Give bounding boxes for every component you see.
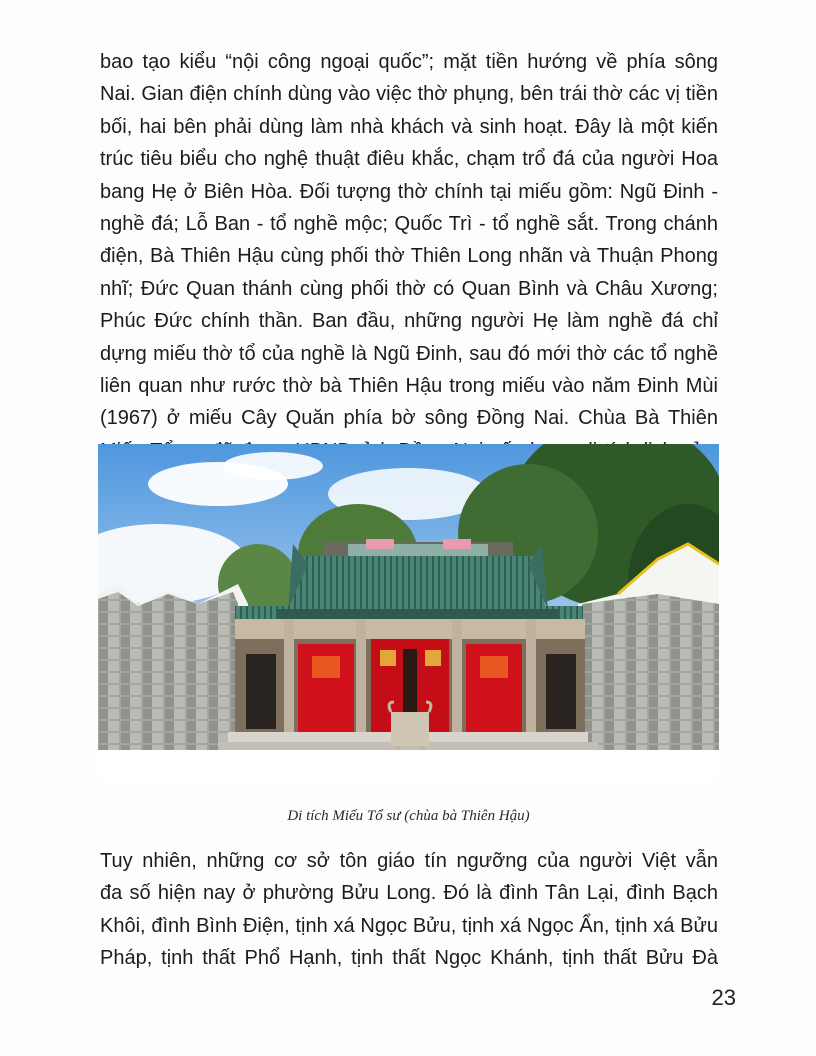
- temple-photo: [98, 444, 719, 782]
- text-line: bao tạo kiểu “nội công ngoại quốc”; mặt tiền hướng về phía sông: [100, 51, 718, 73]
- text-line: liên quan như rước thờ bà Thiên Hậu trong miếu vào năm Đinh Mùi: [100, 374, 718, 397]
- photo-caption: Di tích Miếu Tổ sư (chùa bà Thiên Hậu): [287, 808, 530, 824]
- text-line: dựng miếu thờ tổ của nghề là Ngũ Đinh, sau đó mới thờ các tổ nghề: [100, 342, 718, 365]
- text-line: bối, hai bên phải dùng làm nhà khách và sinh hoạt. Đây là một kiến: [100, 115, 718, 138]
- text-line: Pháp, tịnh thất Phổ Hạnh, tịnh thất Ngọc Khánh, tịnh thất Bửu Đà: [100, 947, 718, 970]
- text-line: (1967) ở miếu Cây Quăn phía bờ sông Đồng Nai. Chùa Bà Thiên: [100, 407, 718, 430]
- text-line: trúc tiêu biểu cho nghệ thuật điêu khắc, chạm trổ đá của người Hoa: [100, 148, 718, 171]
- text-line: điện, Bà Thiên Hậu cùng phối thờ Thiên Long nhãn và Thuận Phong: [100, 245, 718, 268]
- text-line: Tuy nhiên, những cơ sở tôn giáo tín ngưỡng của người Việt vẫn: [100, 850, 718, 872]
- text-line: đa số hiện nay ở phường Bửu Long. Đó là đình Tân Lại, đình Bạch: [100, 882, 718, 905]
- text-line: Khôi, đình Bình Điện, tịnh xá Ngọc Bửu, tịnh xá Ngọc Ẩn, tịnh xá Bửu: [100, 914, 718, 937]
- text-line: Nai. Gian điện chính dùng vào việc thờ phụng, bên trái thờ các vị tiền: [100, 83, 718, 106]
- text-line: bang Hẹ ở Biên Hòa. Đối tượng thờ chính tại miếu gồm: Ngũ Đinh -: [100, 180, 718, 203]
- text-line: nghề đá; Lỗ Ban - tổ nghề mộc; Quốc Trì - tổ nghề sắt. Trong chánh: [100, 212, 718, 235]
- paragraph-top: [100, 46, 718, 499]
- text-line: nhĩ; Đức Quan thánh cùng phối thờ có Quan Bình và Châu Xương;: [100, 277, 718, 300]
- page-number: 23: [711, 985, 736, 1010]
- text-line: Phúc Đức chính thần. Ban đầu, những người Hẹ làm nghề đá chỉ: [100, 310, 718, 333]
- paragraph-bottom: [100, 845, 718, 975]
